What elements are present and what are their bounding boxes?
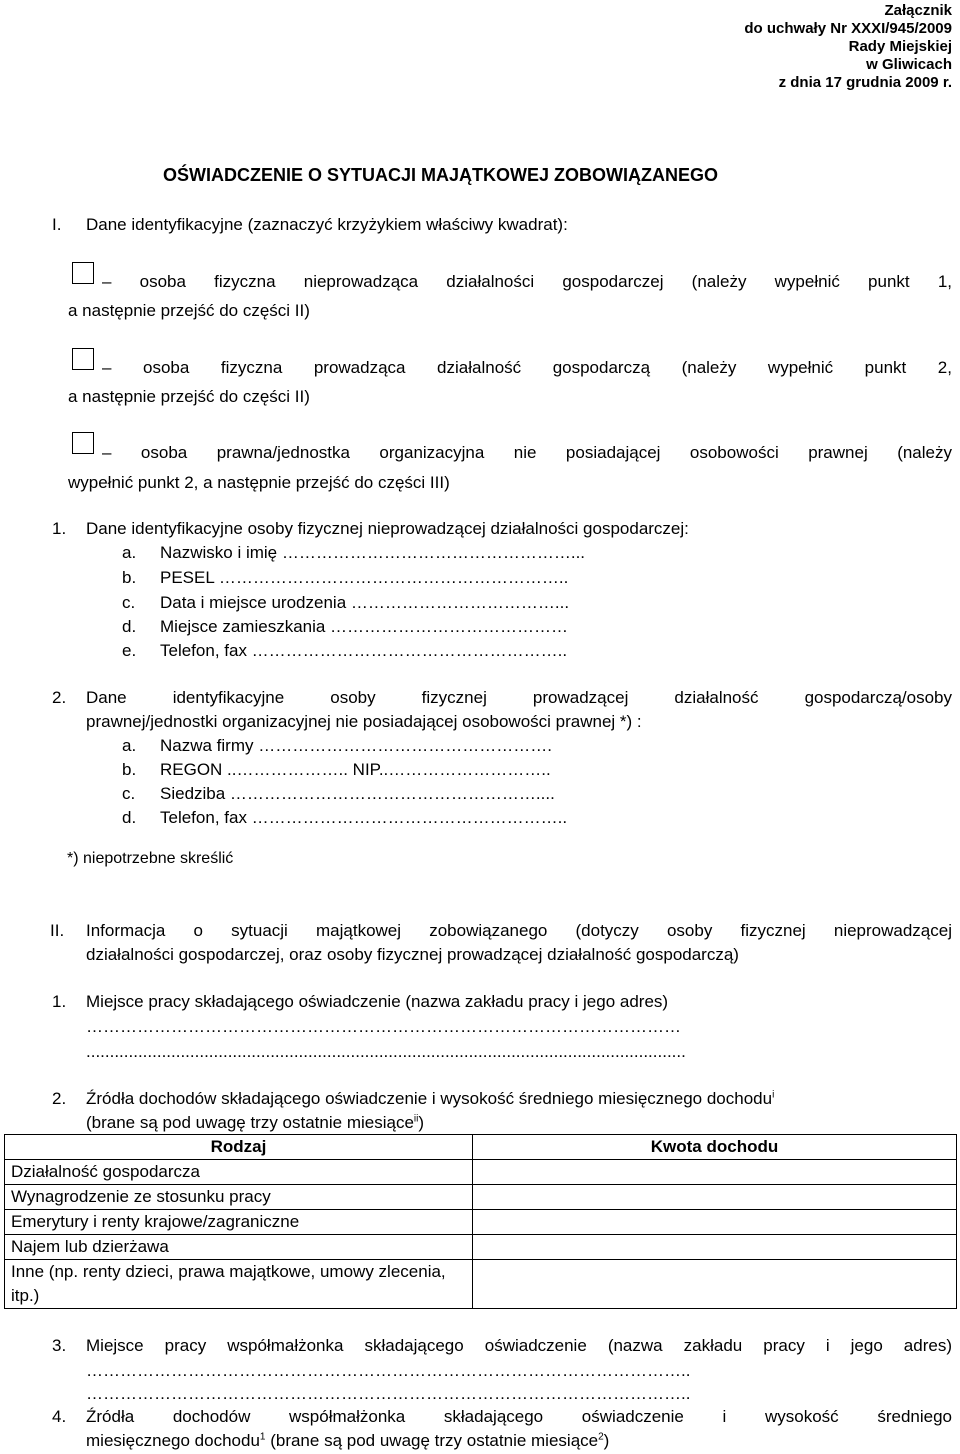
item-letter: a. [122,736,137,755]
section-heading: Dane identyfikacyjne (zaznaczyć krzyżykiem właściwy kwadrat): [86,215,568,234]
field-regon-nip[interactable]: REGON ..……………….. NIP..……………………….. [160,760,551,779]
item-letter: c. [122,593,136,612]
field-residence[interactable]: Miejsce zamieszkania …………………………………… [160,617,569,636]
point-number: 1. [52,519,67,538]
point-heading-text: ) [418,1113,425,1132]
field-company-name[interactable]: Nazwa firmy ……………………………………………. [160,736,552,755]
section-heading: działalności gospodarczej, oraz osoby fizycznej prowadzącej działalność gospodarczą) [86,945,739,964]
field-birth-date-place[interactable]: Data i miejsce urodzenia ………………………………... [160,593,570,612]
column-header: Kwota dochodu [473,1135,957,1160]
point-number: 2. [52,1089,67,1108]
table-header-row [5,1135,957,1160]
point-heading-text: (brane są pod uwagę trzy ostatnie miesiące [270,1431,599,1450]
header-line: Rady Miejskiej [848,38,952,55]
field-workplace-line-1[interactable]: …………………………………………………………………………………………… [86,1018,681,1035]
income-amount-cell[interactable] [473,1235,957,1260]
income-amount-cell[interactable] [473,1210,957,1235]
field-workplace-line-2[interactable]: ............................................................................................................................... [86,1043,686,1060]
point-heading: Miejsce pracy składającego oświadczenie (nazwa zakładu pracy i jego adres) [86,992,669,1011]
point-heading [86,1432,609,1449]
point-heading: Dane identyfikacyjne osoby fizycznej prowadzącej działalność gospodarczą/osoby [86,688,952,707]
income-table [4,1134,957,1309]
point-heading: Miejsce pracy współmałżonka składającego oświadczenie (nazwa zakładu pracy i jego adres) [86,1336,952,1355]
income-amount-cell[interactable] [473,1185,957,1210]
header-line: w Gliwicach [866,56,952,73]
table-row [5,1160,957,1185]
table-row [5,1210,957,1235]
point-number: 2. [52,688,67,707]
table-row [5,1185,957,1210]
header-line: Załącznik [884,2,952,19]
field-pesel[interactable]: PESEL …………………………………………………….. [160,568,569,587]
point-heading [86,1114,424,1131]
endnote-ref: 1 [259,1431,266,1443]
section-number: II. [50,921,65,940]
section-number: I. [52,215,62,234]
table-row [5,1235,957,1260]
point-heading-text: miesięcznego dochodu [86,1431,260,1450]
field-spouse-workplace-line-2[interactable]: …………………………………………………………………………………………….. [86,1385,691,1402]
header-line: do uchwały Nr XXXI/945/2009 [744,20,952,37]
section-heading: Informacja o sytuacji majątkowej zobowiązanego (dotyczy osoby fizycznej nieprowadzącej [86,921,952,940]
point-number: 4. [52,1407,67,1426]
checkbox-legal-entity[interactable] [72,432,94,454]
point-heading: Dane identyfikacyjne osoby fizycznej nieprowadzącej działalności gospodarczej: [86,519,689,538]
checkbox-natural-person-business[interactable] [72,348,94,370]
item-letter: e. [122,641,137,660]
option-text: – osoba prawna/jednostka organizacyjna nie posiadającej osobowości prawnej (należy [102,443,952,462]
income-type: Emerytury i renty krajowe/zagraniczne [5,1210,473,1235]
income-amount-cell[interactable] [473,1260,957,1309]
document-title: OŚWIADCZENIE O SYTUACJI MAJĄTKOWEJ ZOBOWIĄZANEGO [163,165,719,185]
point-heading-text: ) [603,1431,610,1450]
option-text: – osoba fizyczna nieprowadząca działalności gospodarczej (należy wypełnić punkt 1, [102,272,952,291]
point-heading-text: Źródła dochodów składającego oświadczenie i wysokość średniego miesięcznego dochodu [86,1089,773,1108]
option-text: a następnie przejść do części II) [68,387,310,406]
field-seat[interactable]: Siedziba ……………………………………………….... [160,784,555,803]
field-phone-fax[interactable]: Telefon, fax ……………………………………………….. [160,641,568,660]
item-letter: c. [122,784,136,803]
column-header: Rodzaj [5,1135,473,1160]
field-surname-name[interactable]: Nazwisko i imię ……………………………………………... [160,543,586,562]
option-text: a następnie przejść do części II) [68,301,310,320]
checkbox-natural-person-no-business[interactable] [72,262,94,284]
endnote-ref: i [772,1089,775,1101]
point-heading: Źródła dochodów współmałżonka składającego oświadczenie i wysokość średniego [86,1407,952,1426]
field-spouse-workplace-line-1[interactable]: …………………………………………………………………………………………….. [86,1362,691,1379]
footnote: *) niepotrzebne skreślić [67,850,234,867]
item-letter: d. [122,808,137,827]
income-type: Działalność gospodarcza [5,1160,473,1185]
attachment-header [744,2,952,92]
income-type: Wynagrodzenie ze stosunku pracy [5,1185,473,1210]
income-type: Inne (np. renty dzieci, prawa majątkowe, umowy zlecenia, itp.) [5,1260,473,1309]
endnote-ref: ii [413,1113,419,1125]
option-text: – osoba fizyczna prowadząca działalność gospodarczą (należy wypełnić punkt 2, [102,358,952,377]
point-heading [86,1090,774,1107]
field-phone-fax[interactable]: Telefon, fax ……………………………………………….. [160,808,568,827]
header-line: z dnia 17 grudnia 2009 r. [778,74,952,91]
table-row [5,1260,957,1309]
point-number: 3. [52,1336,67,1355]
endnote-ref: 2 [598,1431,604,1443]
income-amount-cell[interactable] [473,1160,957,1185]
item-letter: b. [122,760,137,779]
item-letter: d. [122,617,137,636]
option-text: wypełnić punkt 2, a następnie przejść do części III) [68,473,450,492]
income-type: Najem lub dzierżawa [5,1235,473,1260]
point-heading: prawnej/jednostki organizacyjnej nie posiadającej osobowości prawnej *) : [86,712,642,731]
item-letter: a. [122,543,137,562]
point-heading-text: (brane są pod uwagę trzy ostatnie miesiące [86,1113,414,1132]
point-number: 1. [52,992,67,1011]
item-letter: b. [122,568,137,587]
